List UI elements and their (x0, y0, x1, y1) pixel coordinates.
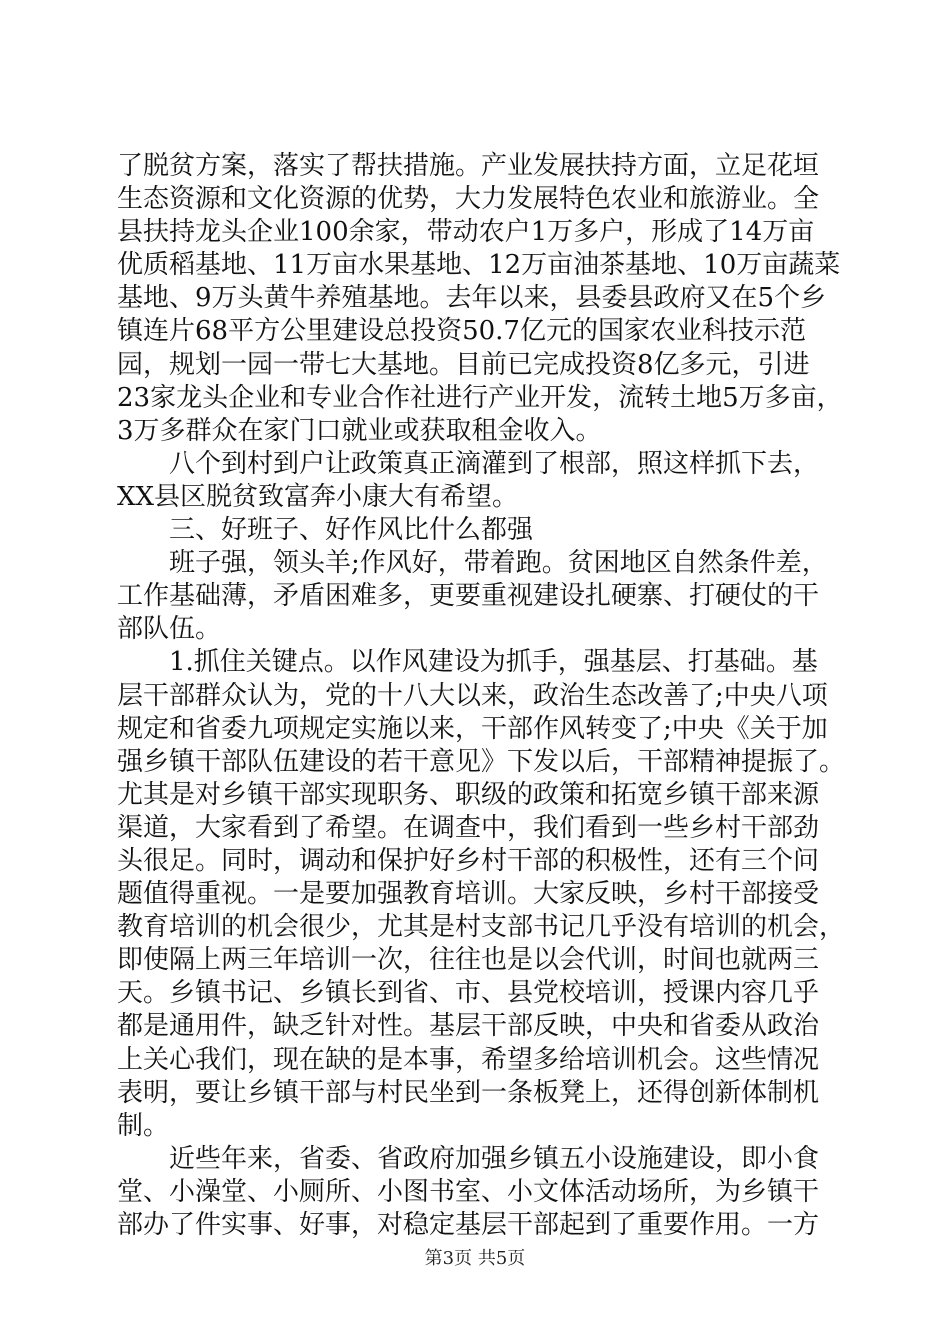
text-line: 规定和省委九项规定实施以来，干部作风转变了;中央《关于加 (117, 713, 828, 744)
text-line: 天。乡镇书记、乡镇长到省、市、县党校培训，授课内容几乎 (117, 978, 820, 1009)
text-line: 教育培训的机会很少，尤其是村支部书记几乎没有培训的机会， (117, 912, 846, 943)
text-line: 生态资源和文化资源的优势，大力发展特色农业和旅游业。全 (117, 184, 820, 215)
text-line: XX县区脱贫致富奔小康大有希望。 (117, 481, 519, 512)
text-line: 了脱贫方案，落实了帮扶措施。产业发展扶持方面，立足花垣 (117, 151, 820, 181)
text-line: 强乡镇干部队伍建设的若干意见》下发以后，干部精神提振了。 (117, 746, 846, 777)
text-line: 优质稻基地、11万亩水果基地、12万亩油茶基地、10万亩蔬菜 (117, 250, 841, 281)
text-line: 园，规划一园一带七大基地。目前已完成投资8亿多元，引进 (117, 349, 810, 380)
text-line: 题值得重视。一是要加强教育培训。大家反映，乡村干部接受 (117, 879, 820, 910)
text-line: 镇连片68平方公里建设总投资50.7亿元的国家农业科技示范 (117, 316, 806, 347)
text-line: 3万多群众在家门口就业或获取租金收入。 (117, 415, 602, 446)
text-line: 即使隔上两三年培训一次，往往也是以会代训，时间也就两三 (117, 945, 820, 976)
text-line: 都是通用件，缺乏针对性。基层干部反映，中央和省委从政治 (117, 1011, 820, 1042)
text-line: 工作基础薄，矛盾困难多，更要重视建设扎硬寨、打硬仗的干 (117, 581, 820, 612)
text-line: 表明，要让乡镇干部与村民坐到一条板凳上，还得创新体制机 (117, 1077, 820, 1108)
text-line: 制。 (117, 1110, 170, 1141)
text-line: 基地、9万头黄牛养殖基地。去年以来，县委县政府又在5个乡 (117, 283, 827, 314)
text-line: 近些年来，省委、省政府加强乡镇五小设施建设，即小食 (117, 1143, 820, 1174)
text-line: 堂、小澡堂、小厕所、小图书室、小文体活动场所，为乡镇干 (117, 1176, 820, 1207)
text-line: 头很足。同时，调动和保护好乡村干部的积极性，还有三个问 (117, 845, 820, 876)
text-line: 班子强，领头羊;作风好，带着跑。贫困地区自然条件差， (117, 548, 828, 579)
text-line: 部队伍。 (117, 614, 222, 645)
text-line: 层干部群众认为，党的十八大以来，政治生态改善了;中央八项 (117, 680, 828, 711)
document-body (117, 150, 846, 1242)
text-line: 尤其是对乡镇干部实现职务、职级的政策和拓宽乡镇干部来源 (117, 779, 820, 810)
text-line: 部办了件实事、好事，对稳定基层干部起到了重要作用。一方 (117, 1210, 820, 1240)
text-line: 23家龙头企业和专业合作社进行产业开发，流转土地5万多亩， (117, 382, 843, 413)
page-number-footer: 第3页 共5页 (424, 1248, 526, 1269)
text-line: 县扶持龙头企业100余家，带动农户1万多户，形成了14万亩 (117, 217, 815, 248)
text-line: 1.抓住关键点。以作风建设为抓手，强基层、打基础。基 (117, 647, 818, 678)
text-line: 上关心我们，现在缺的是本事，希望多给培训机会。这些情况 (117, 1044, 820, 1075)
text-line: 八个到村到户让政策真正滴灌到了根部，照这样抓下去， (117, 448, 820, 479)
section-heading: 三、好班子、好作风比什么都强 (117, 515, 534, 546)
text-line: 渠道，大家看到了希望。在调查中，我们看到一些乡村干部劲 (117, 812, 820, 843)
